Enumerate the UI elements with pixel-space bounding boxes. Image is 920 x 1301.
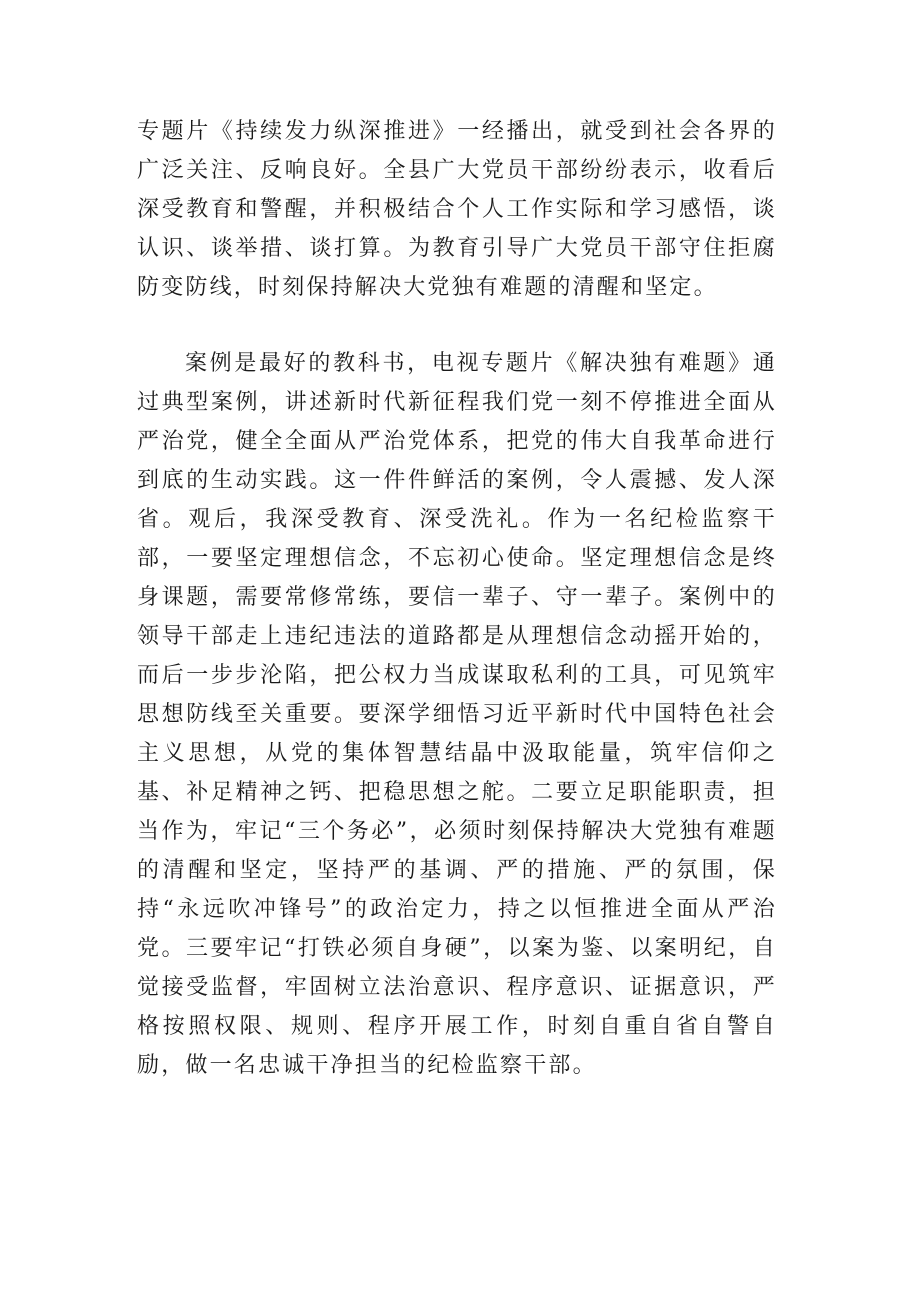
document-body <box>137 112 777 1085</box>
paragraph-2: 案例是最好的教科书，电视专题片《解决独有难题》通过典型案例，讲述新时代新征程我们党一刻不停推进全面从严治党，健全全面从严治党体系，把党的伟大自我革命进行到底的生动实践。这一件件鲜活的案例，令人震撼、发人深省。观后，我深受教育、深受洗礼。作为一名纪检监察干部，一要坚定理想信念，不忘初心使命。坚定理想信念是终身课题，需要常修常练，要信一辈子、守一辈子。案例中的领导干部走上违纪违法的道路都是从理想信念动摇开始的，而后一步步沦陷，把公权力当成谋取私利的工具，可见筑牢思想防线至关重要。要深学细悟习近平新时代中国特色社会主义思想，从党的集体智慧结晶中汲取能量，筑牢信仰之基、补足精神之钙、把稳思想之舵。二要立足职能职责，担当作为，牢记“三个务必”，必须时刻保持解决大党独有难题的清醒和坚定，坚持严的基调、严的措施、严的氛围，保持“永远吹冲锋号”的政治定力，持之以恒推进全面从严治党。三要牢记“打铁必须自身硬”，以案为鉴、以案明纪，自觉接受监督，牢固树立法治意识、程序意识、证据意识，严格按照权限、规则、程序开展工作，时刻自重自省自警自励，做一名忠诚干净担当的纪检监察干部。 <box>137 351 777 1078</box>
paragraph-1: 专题片《持续发力纵深推进》一经播出，就受到社会各界的广泛关注、反响良好。全县广大党员干部纷纷表示，收看后深受教育和警醒，并积极结合个人工作实际和学习感悟，谈认识、谈举措、谈打算。为教育引导广大党员干部守住拒腐防变防线，时刻保持解决大党独有难题的清醒和坚定。 <box>137 119 777 300</box>
